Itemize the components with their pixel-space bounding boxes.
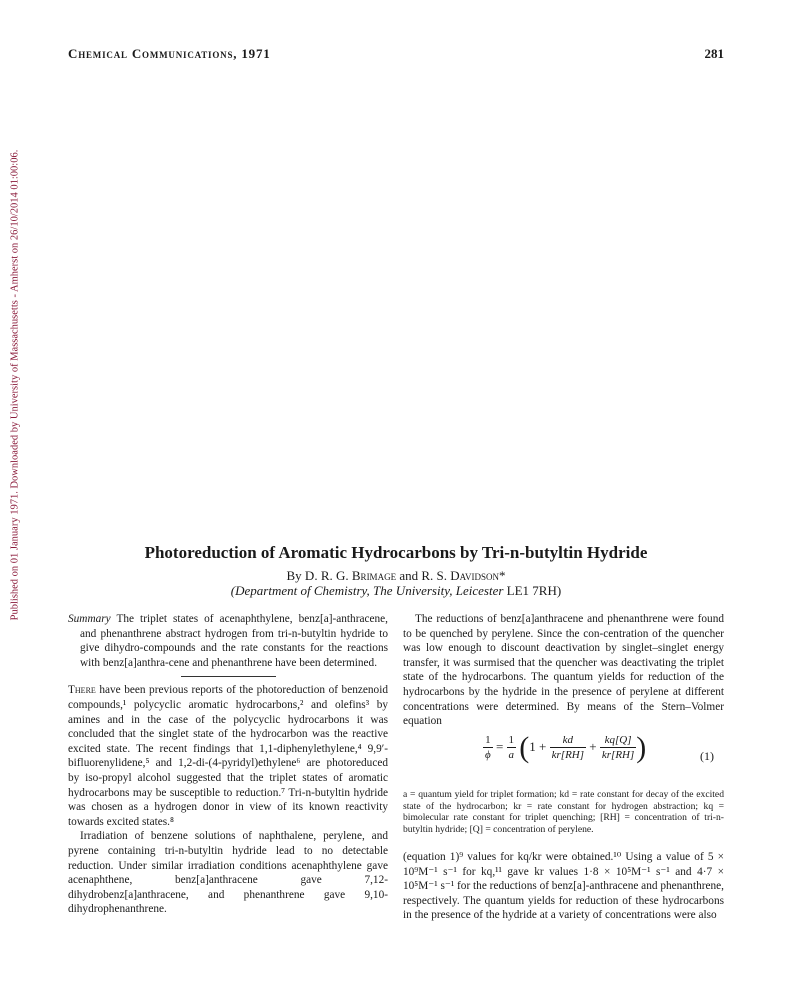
equation-number: (1) <box>700 748 714 763</box>
quench-term <box>600 733 636 763</box>
journal-name: Chemical Communications, 1971 <box>68 46 271 61</box>
corresponding-mark: * <box>498 568 506 583</box>
section-divider <box>181 676 276 677</box>
affiliation-department: (Department of Chemistry, The University, Leicester <box>230 583 504 598</box>
equals-sign: = <box>495 738 504 754</box>
quenching-paragraph: The reductions of benz[a]anthracene and phenanthrene were found to be quenched by perylene. Since the con-centration of the quencher was low enough to discount deactivation by singlet–singlet energy transfer, it was surmised that the quencher was deactivating the triplet state of the hydrocarbons. The quantum yields for reduction of the hydrocarbons by the hydride in the presence of perylene at different concentrations were determined. By means of the Stern–Volmer equation <box>403 613 724 728</box>
summary-text: The triplet states of acenaphthylene, benz[a]-anthracene, and phenanthrene abstract hydrogen from tri-n-butyltin hydride to give dihydro-compounds and the rate constants for the reactions with benz[a]anthra-cene and phenanthrene have been determined. <box>80 613 388 669</box>
irradiation-paragraph: Irradiation of benzene solutions of naphthalene, perylene, and pyrene containing tri-n-butyltin hydride lead to no detectable reduction. Under similar irradiation conditions acenaphthylene gave acenaphthene, benz[a]anthracene gave 7,12-dihydrobenz[a]anthracene, and phenanthrene gave 9,10-dihydrophenanthrene. <box>68 830 388 916</box>
intro-lead: There <box>68 684 96 697</box>
author-line <box>68 568 724 584</box>
decay-denominator: kr[RH] <box>551 749 585 762</box>
authors-prefix: By D. R. G. <box>286 568 352 583</box>
a-numerator: 1 <box>507 733 517 749</box>
authors-and: and R. S. <box>396 568 451 583</box>
download-watermark-text: Published on 01 January 1971. Downloaded by University of Massachusetts - Amherst on 26/10/2014 01:00:06. <box>9 149 21 621</box>
a-fraction <box>507 733 517 763</box>
quench-denominator: kr[RH] <box>601 749 635 762</box>
decay-numerator: kd <box>550 733 586 749</box>
rate-constants-paragraph: (equation 1)⁹ values for kq/kr were obtained.¹⁰ Using a value of 5 × 10⁹M⁻¹ s⁻¹ for kq,¹¹ gave kr values 1·8 × 10⁵M⁻¹ s⁻¹ and 4·7 × 10⁵M⁻¹ s⁻¹ for the reductions of benz[a]-anthracene and phenanthrene, respectively. The quantum yields for reduction of these hydrocarbons in the presence of the hydride at a variety of concentrations were also <box>403 850 724 922</box>
quench-numerator: kq[Q] <box>600 733 636 749</box>
lhs-fraction <box>483 733 493 763</box>
download-watermark <box>0 140 30 630</box>
summary-lead: Summary <box>68 613 111 625</box>
affiliation-postcode: LE1 7RH) <box>503 583 562 598</box>
right-paren: ) <box>636 730 647 764</box>
one-plus: 1 + <box>529 738 547 754</box>
author-brimage: Brimage <box>351 568 397 583</box>
lhs-numerator: 1 <box>483 733 493 749</box>
intro-paragraph <box>68 683 388 829</box>
intro-text: have been previous reports of the photoreduction of benzenoid compounds,¹ polycyclic aromatic hydrocarbons,² and olefins³ by amines and in the case of the polycyclic hydrocarbons it was concluded that the singlet state of the hydrocarbon was the reactive excited state. The recent findings that 1,1-diphenylethylene,⁴ 9,9′-bifluorenylidene,⁵ and 1,2-di-(4-pyridyl)ethylene⁶ are photoreduced by iso-propyl alcohol suggested that the triplet states of aromatic hydrocarbons may be susceptible to reduction.⁷ Tri-n-butyltin hydride was chosen as a hydrogen donor in view of its known reactivity towards excited states.⁸ <box>68 684 388 828</box>
plus-sign: + <box>589 738 597 754</box>
equation-definitions: a = quantum yield for triplet formation; kd = rate constant for decay of the excited state of the hydrocarbon; kr = rate constant for hydrogen abstraction; kq = bimolecular rate constant for triplet quenching; [RH] = concentration of tri-n-butyltin hydride; [Q] = concentration of perylene. <box>403 788 724 836</box>
a-denominator: a <box>508 749 515 762</box>
left-paren: ( <box>519 730 530 764</box>
article-title: Photoreduction of Aromatic Hydrocarbons by Tri-n-butyltin Hydride <box>144 543 648 562</box>
summary-paragraph <box>68 612 388 670</box>
lhs-denominator: ϕ <box>485 749 491 762</box>
running-head <box>68 46 724 62</box>
left-column <box>68 612 388 917</box>
page-number: 281 <box>704 46 724 61</box>
decay-term <box>550 733 586 763</box>
stern-volmer-equation <box>403 731 724 789</box>
affiliation <box>68 583 724 599</box>
author-davidson: Davidson <box>450 568 499 583</box>
equation-body <box>483 730 647 764</box>
right-column <box>403 612 724 923</box>
